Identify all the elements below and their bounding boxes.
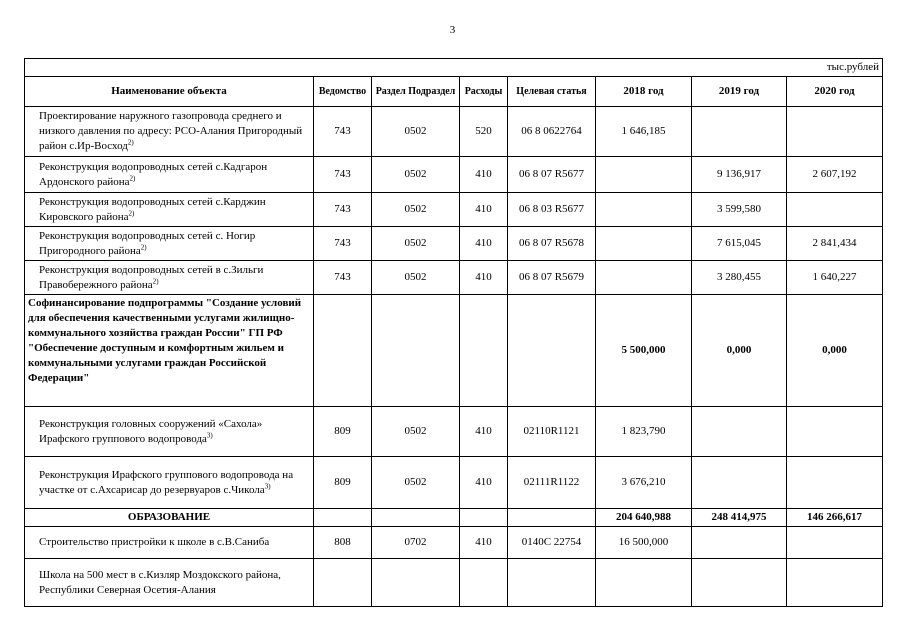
row-expense (460, 559, 508, 607)
row-2020 (787, 527, 883, 559)
header-dept: Ведомство (314, 77, 372, 107)
row-dept: 808 (314, 527, 372, 559)
row-dept: 743 (314, 157, 372, 193)
table-row (25, 527, 883, 559)
row-note: 2) (140, 242, 147, 251)
row-dept (314, 559, 372, 607)
budget-table (24, 58, 883, 607)
table-row (25, 457, 883, 509)
table-row (25, 193, 883, 227)
row-2020 (787, 559, 883, 607)
header-2019: 2019 год (692, 77, 787, 107)
row-2018 (596, 227, 692, 261)
header-2020: 2020 год (787, 77, 883, 107)
row-2019: 3 280,455 (692, 261, 787, 295)
row-dept: 743 (314, 227, 372, 261)
row-section: 0502 (372, 193, 460, 227)
row-name: Реконструкция водопроводных сетей в с.Зильги Правобережного района (39, 263, 264, 291)
cofinancing-2020: 0,000 (787, 295, 883, 407)
row-2018: 16 500,000 (596, 527, 692, 559)
row-section: 0502 (372, 157, 460, 193)
row-dept: 809 (314, 407, 372, 457)
header-expense: Расходы (460, 77, 508, 107)
row-target: 0140С 22754 (508, 527, 596, 559)
row-2018 (596, 261, 692, 295)
row-2020 (787, 193, 883, 227)
row-name: Реконструкция водопроводных сетей с.Карджин Кировского района (39, 195, 266, 223)
row-target: 06 8 07 R5679 (508, 261, 596, 295)
row-target: 02111R1122 (508, 457, 596, 509)
education-name: ОБРАЗОВАНИЕ (25, 509, 314, 527)
row-section: 0502 (372, 107, 460, 157)
row-note: 3) (206, 430, 213, 439)
row-2020 (787, 457, 883, 509)
row-2020 (787, 407, 883, 457)
header-target: Целевая статья (508, 77, 596, 107)
row-expense: 410 (460, 527, 508, 559)
row-2020: 1 640,227 (787, 261, 883, 295)
row-target: 06 8 0622764 (508, 107, 596, 157)
row-2019 (692, 527, 787, 559)
cofinancing-row (25, 295, 883, 407)
row-2018 (596, 559, 692, 607)
row-name: Реконструкция Ирафского группового водопровода на участке от с.Ахсарисар до резервуаров с.Чикола (39, 468, 294, 496)
cofinancing-2019: 0,000 (692, 295, 787, 407)
row-name: Реконструкция головных сооружений «Сахола» Ирафского группового водопровода (39, 417, 263, 445)
row-expense: 410 (460, 407, 508, 457)
row-note: 3) (264, 481, 271, 490)
table-row (25, 107, 883, 157)
cofinancing-name: Софинансирование подпрограммы "Создание условий для обеспечения качественными услугами жилищно-коммунального хозяйства граждан России" ГП РФ "Обеспечение доступным и комфортным жильем и коммунальными услугами граждан Российской Федерации" (25, 295, 314, 407)
education-row (25, 509, 883, 527)
row-2019: 9 136,917 (692, 157, 787, 193)
row-2018: 1 823,790 (596, 407, 692, 457)
row-expense: 520 (460, 107, 508, 157)
row-note: 2) (128, 208, 135, 217)
row-target (508, 559, 596, 607)
table-row (25, 407, 883, 457)
row-2019 (692, 559, 787, 607)
row-2019: 3 599,580 (692, 193, 787, 227)
row-note: 2) (129, 173, 136, 182)
row-note: 2) (152, 276, 159, 285)
row-section: 0702 (372, 527, 460, 559)
row-dept: 809 (314, 457, 372, 509)
row-2020: 2 841,434 (787, 227, 883, 261)
row-name: Проектирование наружного газопровода среднего и низкого давления по адресу: РСО-Алания Пригородный район с.Ир-Восход (39, 110, 303, 152)
row-name: Реконструкция водопроводных сетей с.Кадгарон Ардонского района (39, 160, 268, 188)
education-2018: 204 640,988 (596, 509, 692, 527)
row-target: 06 8 07 R5677 (508, 157, 596, 193)
header-name: Наименование объекта (25, 77, 314, 107)
education-2019: 248 414,975 (692, 509, 787, 527)
row-2018: 1 646,185 (596, 107, 692, 157)
row-name: Реконструкция водопроводных сетей с. Ногир Пригородного района (39, 229, 256, 257)
row-name: Школа на 500 мест в с.Кизляр Моздокского района, Республики Северная Осетия-Алания (25, 559, 314, 607)
header-section: Раздел Подраздел (372, 77, 460, 107)
units-row (25, 59, 883, 77)
table-row (25, 157, 883, 193)
table-row (25, 261, 883, 295)
row-dept: 743 (314, 107, 372, 157)
row-expense: 410 (460, 227, 508, 261)
page-number: 3 (449, 24, 456, 36)
row-2020: 2 607,192 (787, 157, 883, 193)
row-expense: 410 (460, 193, 508, 227)
row-2018: 3 676,210 (596, 457, 692, 509)
row-section: 0502 (372, 227, 460, 261)
row-target: 06 8 07 R5678 (508, 227, 596, 261)
units-label: тыс.рублей (25, 59, 883, 77)
table-row (25, 227, 883, 261)
row-section: 0502 (372, 407, 460, 457)
row-expense: 410 (460, 157, 508, 193)
row-2018 (596, 157, 692, 193)
row-section: 0502 (372, 457, 460, 509)
row-2019 (692, 457, 787, 509)
row-name: Строительство пристройки к школе в с.В.Саниба (25, 527, 314, 559)
row-2018 (596, 193, 692, 227)
row-expense: 410 (460, 261, 508, 295)
row-section (372, 559, 460, 607)
row-2019 (692, 107, 787, 157)
row-section: 0502 (372, 261, 460, 295)
row-dept: 743 (314, 261, 372, 295)
cofinancing-2018: 5 500,000 (596, 295, 692, 407)
row-2019: 7 615,045 (692, 227, 787, 261)
row-dept: 743 (314, 193, 372, 227)
header-row (25, 77, 883, 107)
education-2020: 146 266,617 (787, 509, 883, 527)
row-target: 02110R1121 (508, 407, 596, 457)
row-target: 06 8 03 R5677 (508, 193, 596, 227)
row-2019 (692, 407, 787, 457)
row-note: 2) (127, 138, 134, 147)
row-2020 (787, 107, 883, 157)
header-2018: 2018 год (596, 77, 692, 107)
row-expense: 410 (460, 457, 508, 509)
table-row (25, 559, 883, 607)
